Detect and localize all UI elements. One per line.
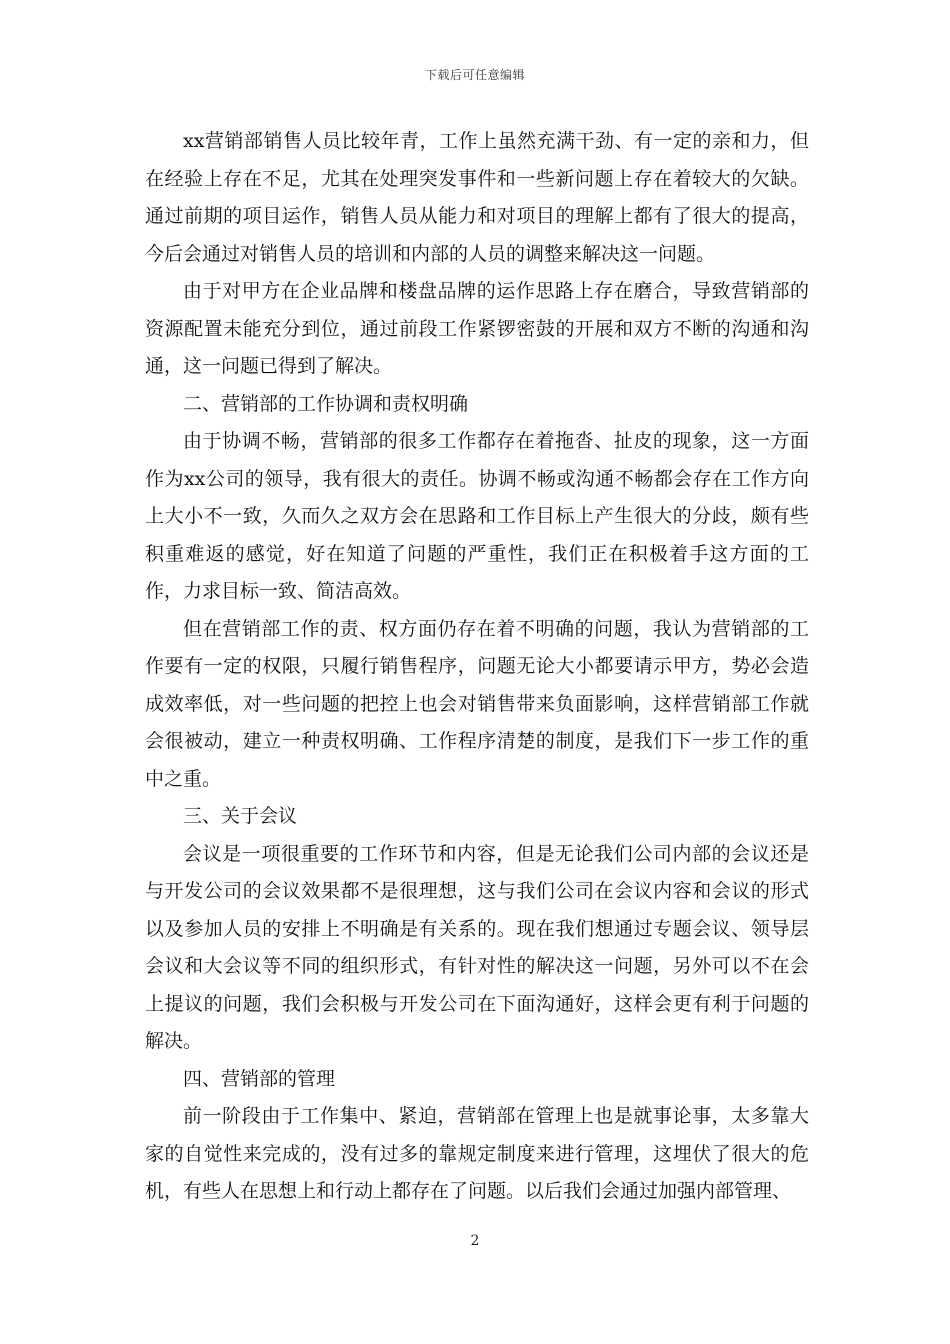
document-body: [145, 123, 809, 1211]
page-header: 下载后可任意编辑: [424, 68, 525, 82]
body-paragraph: 前一阶段由于工作集中、紧迫，营销部在管理上也是就事论事，太多靠大家的自觉性来完成的，没有过多的靠规定制度来进行管理，这埋伏了很大的危机，有些人在思想上和行动上都存在了问题。以后我们会通过加强内部管理、: [145, 1105, 809, 1202]
body-paragraph: xx营销部销售人员比较年青，工作上虽然充满干劲、有一定的亲和力，但在经验上存在不足，尤其在处理突发事件和一些新问题上存在着较大的欠缺。通过前期的项目运作，销售人员从能力和对项目的理解上都有了很大的提高，今后会通过对销售人员的培训和内部的人员的调整来解决这一问题。: [145, 130, 809, 265]
body-paragraph: 但在营销部工作的责、权方面仍存在着不明确的问题，我认为营销部的工作要有一定的权限，只履行销售程序，问题无论大小都要请示甲方，势必会造成效率低，对一些问题的把控上也会对销售带来负面影响，这样营销部工作就会很被动，建立一种责权明确、工作程序清楚的制度，是我们下一步工作的重中之重。: [145, 617, 809, 790]
body-paragraph: 会议是一项很重要的工作环节和内容，但是无论我们公司内部的会议还是与开发公司的会议效果都不是很理想，这与我们公司在会议内容和会议的形式以及参加人员的安排上不明确是有关系的。现在我们想通过专题会议、领导层会议和大会议等不同的组织形式，有针对性的解决这一问题，另外可以不在会上提议的问题，我们会积极与开发公司在下面沟通好，这样会更有利于问题的解决。: [145, 842, 809, 1052]
page-number: 2: [470, 1233, 480, 1249]
section-heading: 二、营销部的工作协调和责权明确: [183, 392, 469, 415]
section-heading: 四、营销部的管理: [183, 1067, 336, 1090]
body-paragraph: 由于协调不畅，营销部的很多工作都存在着拖沓、扯皮的现象，这一方面作为xx公司的领导，我有很大的责任。协调不畅或沟通不畅都会存在工作方向上大小不一致，久而久之双方会在思路和工作目标上产生很大的分歧，颇有些积重难返的感觉，好在知道了问题的严重性，我们正在积极着手这方面的工作，力求目标一致、简洁高效。: [145, 430, 809, 602]
section-heading: 三、关于会议: [183, 805, 298, 827]
body-paragraph: 由于对甲方在企业品牌和楼盘品牌的运作思路上存在磨合，导致营销部的资源配置未能充分到位，通过前段工作紧锣密鼓的开展和双方不断的沟通和沟通，这一问题已得到了解决。: [145, 280, 809, 377]
